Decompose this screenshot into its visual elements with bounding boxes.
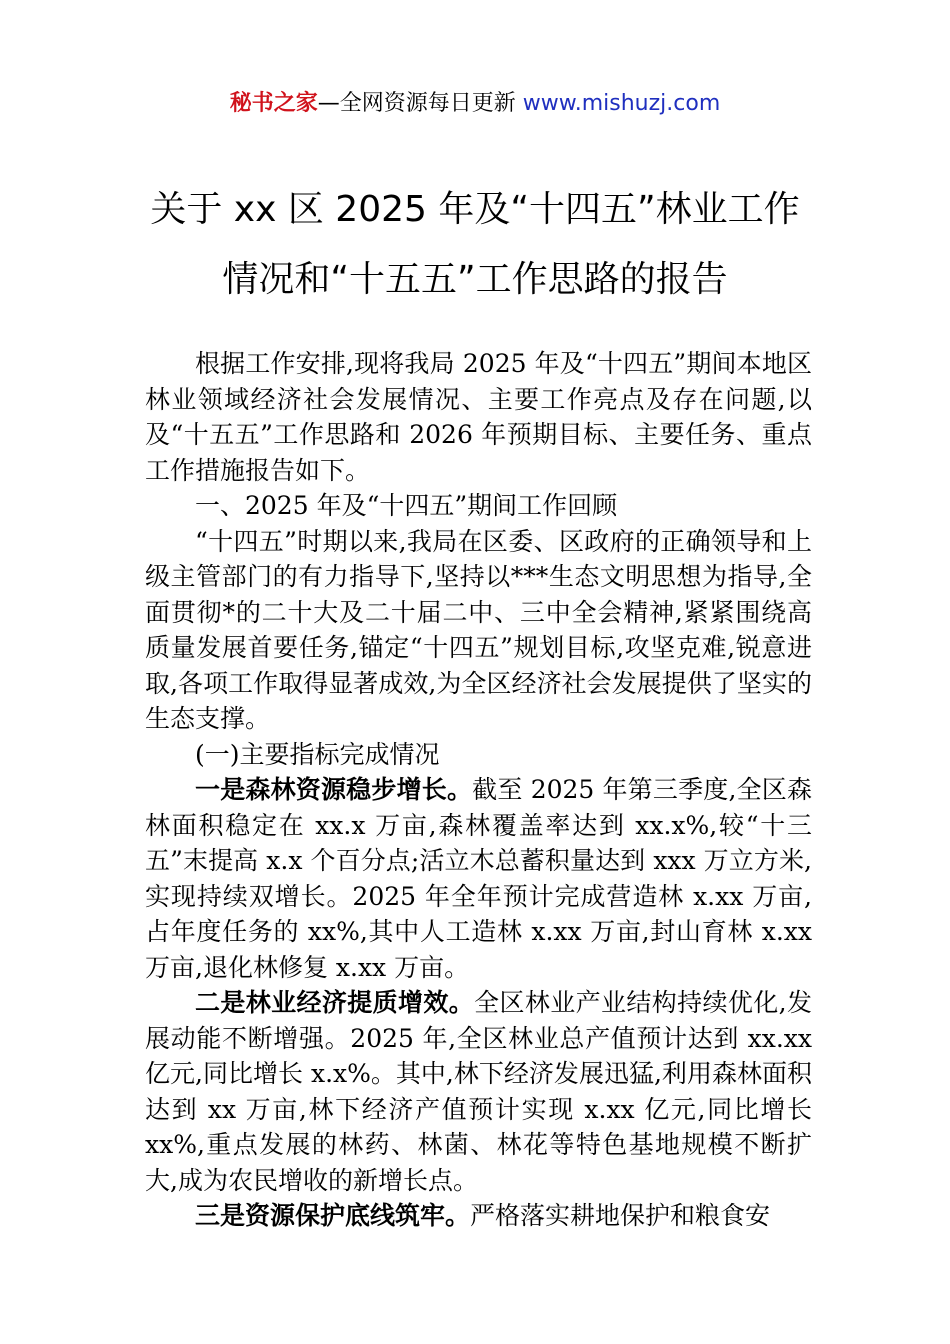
forest-resources-text: 截至 2025 年第三季度,全区森林面积稳定在 xx.x 万亩,森林覆盖率达到 xx.x%,较“十三五”末提高 x.x 个百分点;活立木总蓄积量达到 xxx 万立方米,实现持续双增长。2025 年全年预计完成营造林 x.xx 万亩,占年度任务的 xx%,其中人工造林 x.xx 万亩,封山育林 x.xx 万亩,退化林修复 x.xx 万亩。 xyxy=(145,775,812,982)
document-title-line-1: 关于 xx 区 2025 年及“十四五”林业工作 xyxy=(150,189,800,230)
header-brand: 秘书之家 xyxy=(229,91,318,116)
forestry-economy-paragraph xyxy=(145,985,812,1198)
resource-protection-lead: 三是资源保护底线筑牢。 xyxy=(195,1201,471,1230)
document-title-line-2: 情况和“十五五”工作思路的报告 xyxy=(222,259,728,300)
forestry-economy-lead: 二是林业经济提质增效。 xyxy=(195,988,475,1017)
forestry-economy-text: 全区林业产业结构持续优化,发展动能不断增强。2025 年,全区林业总产值预计达到 xx.xx 亿元,同比增长 x.x%。其中,林下经济发展迅猛,利用森林面积达到 xx 万亩,林下经济产值预计实现 x.xx 亿元,同比增长 xx%,重点发展的林药、林菌、林花等特色基地规模不断扩大,成为农民增收的新增长点。 xyxy=(145,988,812,1195)
section-heading-1: 一、2025 年及“十四五”期间工作回顾 xyxy=(195,491,618,520)
header-tagline: —全网资源每日更新 xyxy=(317,91,523,116)
intro-paragraph: 根据工作安排,现将我局 2025 年及“十四五”期间本地区林业领域经济社会发展情况、主要工作亮点及存在问题,以及“十五五”工作思路和 2026 年预期目标、主要任务、重点工作措施报告如下。 xyxy=(145,349,812,485)
forest-resources-paragraph xyxy=(145,772,812,985)
forest-resources-lead: 一是森林资源稳步增长。 xyxy=(195,775,473,804)
resource-protection-paragraph xyxy=(145,1198,812,1234)
subsection-heading-1: (一)主要指标完成情况 xyxy=(195,739,440,769)
site-header xyxy=(0,88,950,120)
resource-protection-text: 严格落实耕地保护和粮食安 xyxy=(470,1201,771,1230)
header-url-link[interactable]: www.mishuzj.com xyxy=(522,91,721,116)
document-body xyxy=(145,346,812,1234)
review-paragraph: “十四五”时期以来,我局在区委、区政府的正确领导和上级主管部门的有力指导下,坚持以***生态文明思想为指导,全面贯彻*的二十大及二十届二中、三中全会精神,紧紧围绕高质量发展首要任务,锚定“十四五”规划目标,攻坚克难,锐意进取,各项工作取得显著成效,为全区经济社会发展提供了坚实的生态支撑。 xyxy=(145,526,812,733)
